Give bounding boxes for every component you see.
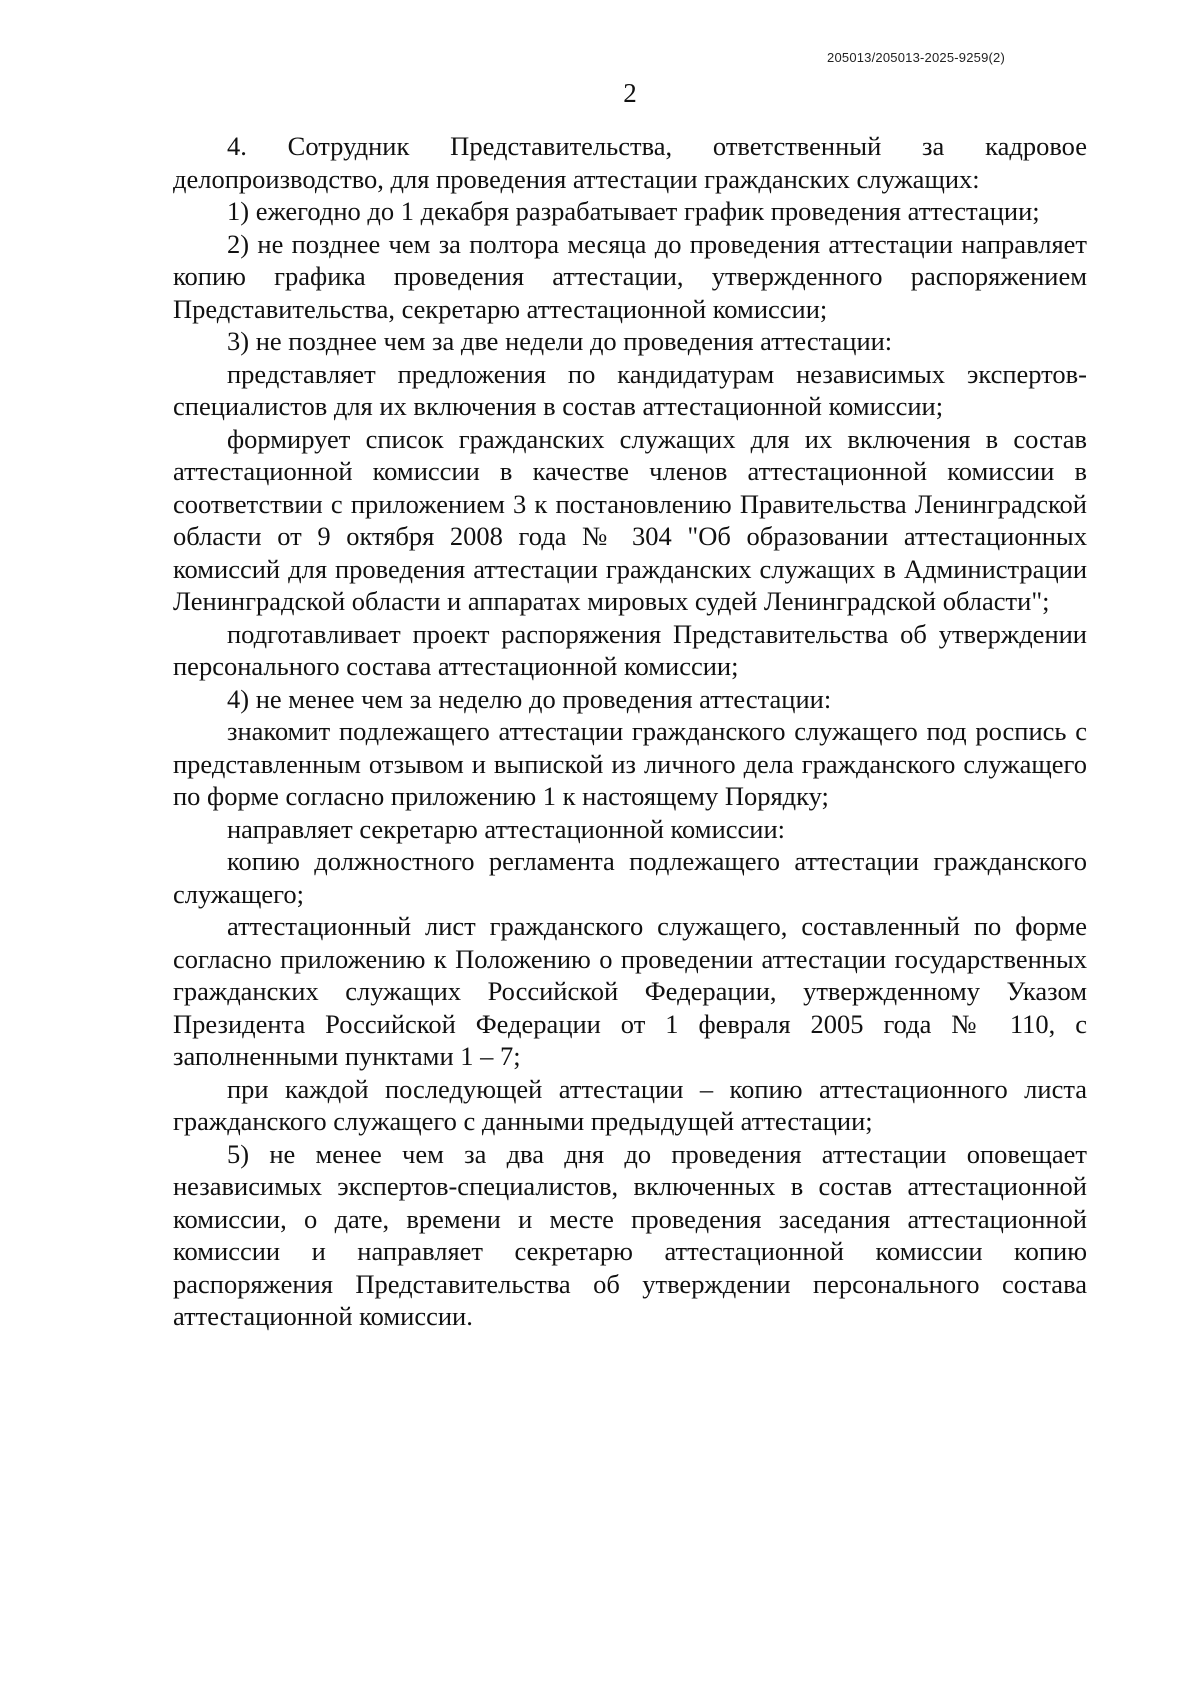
paragraph-proposals: представляет предложения по кандидатурам независимых экспертов-специалистов для их включения в состав аттестационной комиссии; <box>173 358 1087 421</box>
paragraph-previous-sheet: при каждой последующей аттестации – копию аттестационного листа гражданского служащего с данными предыдущей аттестации; <box>173 1073 1087 1136</box>
paragraph-subitem-2: 2) не позднее чем за полтора месяца до проведения аттестации направляет копию графика проведения аттестации, утвержденного распоряжением Представительства, секретарю аттестационной комиссии; <box>173 228 1087 324</box>
paragraph-member-list: формирует список гражданских служащих для их включения в состав аттестационной комиссии в качестве членов аттестационной комиссии в соответствии с приложением 3 к постановлению Правительства Ленинградской области от 9 октября 2008 года № 304 "Об образовании аттестационных комиссий для проведения аттестации гражданских служащих в Администрации Ленинградской области и аппаратах мировых судей Ленинградской области"; <box>173 423 1087 616</box>
document-body <box>173 130 1087 1333</box>
paragraph-sends-to-secretary: направляет секретарю аттестационной комиссии: <box>227 813 786 844</box>
paragraph-acquaint: знакомит подлежащего аттестации гражданского служащего под роспись с представленным отзывом и выпиской из личного дела гражданского служащего по форме согласно приложению 1 к настоящему Порядку; <box>173 716 1087 811</box>
paragraph-attestation-sheet: аттестационный лист гражданского служащего, составленный по форме согласно приложению к Положению о проведении аттестации государственных гражданских служащих Российской Федерации, утвержденному Указом Президента Российской Федерации от 1 февраля 2005 года № 110, с заполненными пунктами 1 – 7; <box>173 911 1087 1071</box>
paragraph-job-regulation-copy: копию должностного регламента подлежащего аттестации гражданского служащего; <box>173 846 1087 909</box>
paragraph-item-4: 4. Сотрудник Представительства, ответственный за кадровое делопроизводство, для проведения аттестации гражданских служащих: <box>173 131 1087 194</box>
paragraph-subitem-5: 5) не менее чем за два дня до проведения аттестации оповещает независимых экспертов-специалистов, включенных в состав аттестационной комиссии, о дате, времени и месте проведения заседания аттестационной комиссии и направляет секретарю аттестационной комиссии копию распоряжения Представительства об утверждении персонального состава аттестационной комиссии. <box>173 1138 1087 1331</box>
paragraph-subitem-3: 3) не позднее чем за две недели до проведения аттестации: <box>227 326 893 356</box>
document-registration-number: 205013/205013-2025-9259(2) <box>827 50 1005 65</box>
paragraph-subitem-1: 1) ежегодно до 1 декабря разрабатывает график проведения аттестации; <box>227 196 1040 226</box>
paragraph-subitem-4: 4) не менее чем за неделю до проведения аттестации: <box>227 683 832 714</box>
page-number: 2 <box>623 78 637 108</box>
paragraph-draft-order: подготавливает проект распоряжения Представительства об утверждении персонального состава аттестационной комиссии; <box>173 618 1087 681</box>
